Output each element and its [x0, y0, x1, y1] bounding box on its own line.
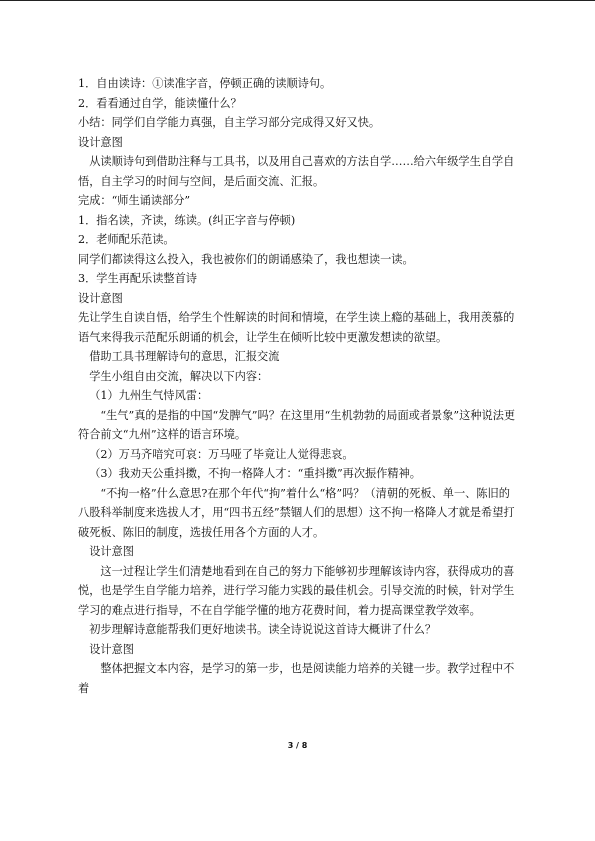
paragraph: 小结：同学们自学能力真强，自主学习部分完成得又好又快。	[78, 116, 381, 129]
paragraph: 借助工具书理解诗句的意思，汇报交流	[89, 350, 280, 363]
paragraph: 设计意图	[89, 545, 134, 558]
paragraph: 设计意图	[78, 135, 123, 149]
paragraph: 设计意图	[78, 291, 123, 305]
top-border-rule	[0, 0, 595, 1]
paragraph: 完成：“师生诵读部分”	[78, 194, 191, 207]
paragraph: “不拘一格”什么意思?在那个年代“拘”着什么“格”吗？（清朝的死板、单一、陈旧的八股科举制度来选拔人才，用“四书五经”禁锢人们的思想）这不拘一格降人才就是希望打破死板、陈旧的制度，选拔任用各个方面的人才。	[78, 486, 515, 539]
document-body	[78, 74, 518, 698]
paragraph: 从读顺诗句到借助注释与工具书，以及用自己喜欢的方法自学……给六年级学生自学自悟，自主学习的时间与空间，是后面交流、汇报。	[78, 155, 515, 188]
paragraph: （1）九州生气恃风雷：	[89, 389, 209, 402]
paragraph: 2．老师配乐范读。	[78, 233, 175, 246]
paragraph: “生气”真的是指的中国“发脾气”吗？在这里用“生机勃勃的局面或者景象”这种说法更符合前文“九州”这样的语言环境。	[78, 408, 516, 441]
paragraph: （3）我劝天公重抖擞，不拘一格降人才：“重抖擞”再次振作精神。	[89, 467, 421, 480]
page-number: 3 / 8	[287, 741, 308, 750]
paragraph: 初步理解诗意能帮我们更好地读书。读全诗说说这首诗大概讲了什么？	[89, 623, 437, 636]
paragraph: 2．看看通过自学，能读懂什么？	[78, 96, 242, 110]
paragraph: 1．自由读诗：①读准字音，停顿正确的读顺诗句。	[78, 77, 332, 90]
paragraph: 整体把握文本内容，是学习的第一步，也是阅读能力培养的关键一步。教学过程中不着	[78, 662, 515, 695]
paragraph: 3．学生再配乐读整首诗	[78, 272, 197, 285]
paragraph: 这一过程让学生们清楚地看到在自己的努力下能够初步理解该诗内容，获得成功的喜悦，也是学生自学能力培养，进行学习能力实践的最佳机会。引导交流的时候，针对学生学习的难点进行指导，不在自学能学懂的地方花费时间，着力提高课堂教学效率。	[78, 564, 515, 617]
paragraph: 先让学生自读自悟，给学生个性解读的时间和情境，在学生读上瘾的基础上，我用羡慕的语气来得我示范配乐朗诵的机会，让学生在倾听比较中更激发想读的欲望。	[78, 311, 515, 344]
paragraph: （2）万马齐喑究可哀：万马哑了毕竟让人觉得悲哀。	[89, 447, 354, 461]
paragraph: 同学们都读得这么投入，我也被你们的朗诵感染了，我也想读一读。	[78, 252, 414, 266]
paragraph: 学生小组自由交流，解决以下内容：	[89, 369, 269, 383]
paragraph: 设计意图	[89, 642, 134, 656]
paragraph: 1．指名读，齐读，练读。(纠正字音与停顿)	[78, 213, 296, 227]
